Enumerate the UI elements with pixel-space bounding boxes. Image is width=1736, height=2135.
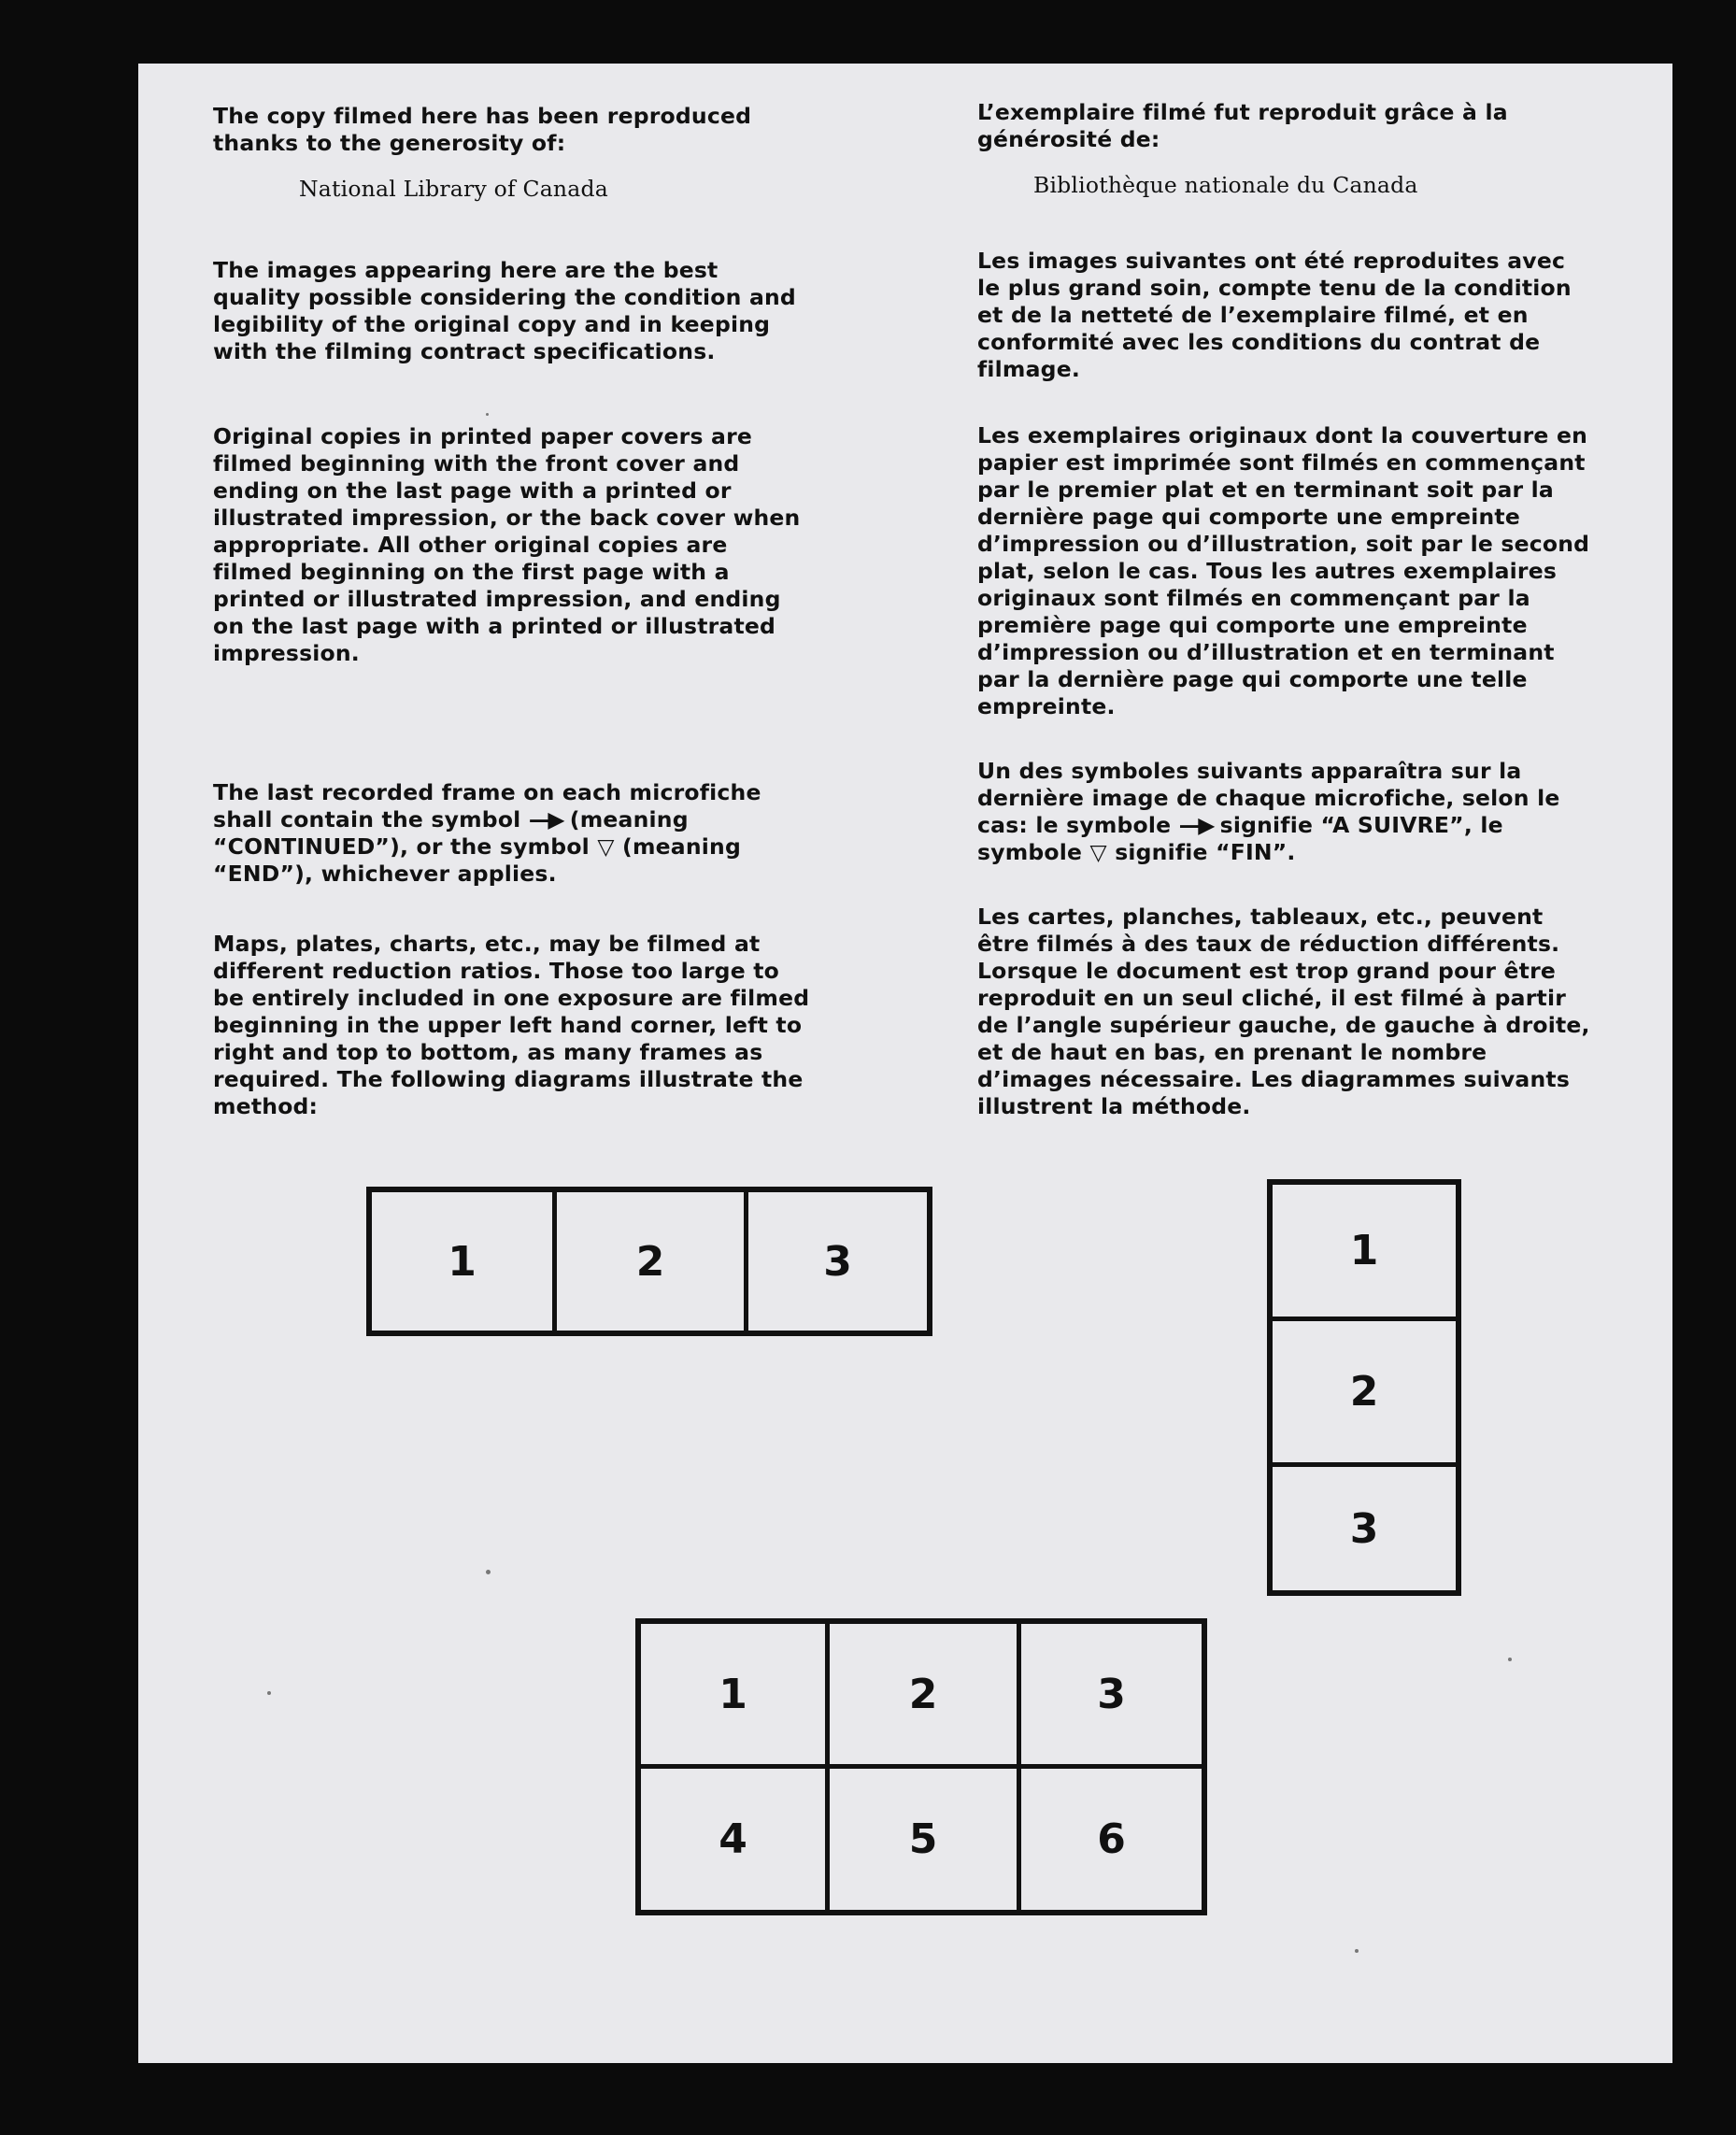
filmed-page [138,64,1672,2063]
horizontal-frame-diagram [366,1187,932,1336]
french-symbol-text-c: signifie “FIN”. [1115,839,1296,865]
english-maps-paragraph: Maps, plates, charts, etc., may be filmed at different reduction ratios. Those too large to be entirely included in one exposure are filmed beginning in the upper left hand corner, left to right and top to bottom, as many frames as required. The following diagrams illustrate the method: [213,931,810,1119]
frame-cell: 6 [1097,1815,1126,1863]
fin-triangle-icon: ▽ [1089,839,1107,865]
french-column [977,99,1594,1120]
frame-cell: 3 [823,1237,852,1286]
frame-cell: 1 [1273,1185,1456,1321]
english-intro: The copy filmed here has been reproduced thanks to the generosity of: [213,103,752,156]
english-quality-paragraph: The images appearing here are the best quality possible considering the condition and legibility of the original copy and in keeping with the filming contract specifications. [213,257,796,364]
a-suivre-arrow-icon: —▶ [1178,812,1213,838]
english-symbol-text-a: The last recorded frame on each microfiche shall contain the symbol [213,779,761,833]
frame-cell: 1 [372,1192,557,1331]
grid-frame-diagram [635,1618,1207,1915]
scan-speck [486,413,489,416]
scan-speck [486,1570,491,1574]
scan-speck [267,1691,271,1695]
french-intro: L’exemplaire filmé fut reproduit grâce à la générosité de: [977,99,1508,152]
end-triangle-icon: ▽ [597,833,615,860]
french-symbol-text-a: Un des symboles suivants apparaîtra sur la dernière image de chaque microfiche, selon le cas: le symbole [977,758,1560,838]
continued-arrow-icon: —▶ [528,806,562,833]
english-symbol-paragraph [213,779,811,888]
english-symbol-text-b: (meaning “CONTINUED”), or the symbol [213,806,689,860]
frame-cell: 2 [1273,1321,1456,1467]
frame-cell: 2 [557,1192,748,1331]
french-symbol-text-b: signifie “A SUIVRE”, le symbole [977,812,1503,865]
frame-cell: 1 [641,1624,830,1769]
english-column [213,103,811,1120]
frame-cell: 3 [1021,1624,1202,1769]
english-library-name: National Library of Canada [299,176,608,202]
english-covers-paragraph: Original copies in printed paper covers are filmed beginning with the front cover and ending on the last page with a printed or illustrated impression, or the back cover when appropriate. All other original copies are filmed beginning on the first page with a printed or illustrated impression, and ending on the last page with a printed or illustrated impression. [213,423,801,666]
frame-cell: 4 [641,1769,830,1910]
french-covers-paragraph: Les exemplaires originaux dont la couverture en papier est imprimée sont filmés en commençant par le premier plat et en terminant soit par la dernière page qui comporte une empreinte d’impression ou d’illustration, soit par le second plat, selon le cas. Tous les autres exemplaires originaux sont filmés en commençant par la première page qui comporte une empreinte d’impression ou d’illustration et en terminant par la dernière page qui comporte une telle empreinte. [977,422,1590,719]
frame-cell: 2 [830,1624,1021,1769]
french-symbol-paragraph [977,758,1594,866]
english-symbol-text-c: (meaning “END”), whichever applies. [213,833,741,887]
scan-speck [1355,1949,1359,1953]
french-quality-paragraph: Les images suivantes ont été reproduites avec le plus grand soin, compte tenu de la condition et de la netteté de l’exemplaire filmé, et en conformité avec les conditions du contrat de filmage. [977,248,1572,382]
vertical-frame-diagram [1267,1179,1461,1596]
frame-cell: 5 [830,1769,1021,1910]
scan-speck [1508,1658,1512,1661]
frame-cell: 3 [1349,1504,1379,1553]
french-maps-paragraph: Les cartes, planches, tableaux, etc., peuvent être filmés à des taux de réduction différents. Lorsque le document est trop grand pour être reproduit en un seul cliché, il est filmé à partir de l’angle supérieur gauche, de gauche à droite, et de haut en bas, en prenant le nombre d’images nécessaire. Les diagrammes suivants illustrent la méthode. [977,904,1590,1119]
french-library-name: Bibliothèque nationale du Canada [1033,172,1418,198]
